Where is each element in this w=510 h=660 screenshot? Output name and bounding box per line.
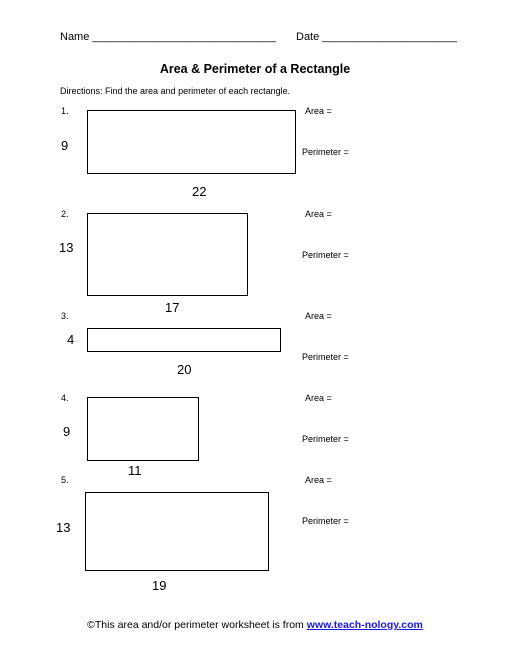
perimeter-label: Perimeter = xyxy=(302,250,349,260)
height-label: 13 xyxy=(59,240,74,255)
perimeter-label: Perimeter = xyxy=(302,434,349,444)
problem-number: 2. xyxy=(61,209,69,219)
rectangle xyxy=(87,328,281,352)
rectangle xyxy=(87,397,199,461)
perimeter-label: Perimeter = xyxy=(302,147,349,157)
height-label: 9 xyxy=(63,424,71,439)
width-label: 20 xyxy=(177,362,192,377)
area-label: Area = xyxy=(305,475,332,485)
width-label: 17 xyxy=(165,300,180,315)
perimeter-label: Perimeter = xyxy=(302,516,349,526)
area-label: Area = xyxy=(305,311,332,321)
perimeter-label: Perimeter = xyxy=(302,352,349,362)
area-label: Area = xyxy=(305,209,332,219)
area-label: Area = xyxy=(305,106,332,116)
problem-number: 5. xyxy=(61,475,69,485)
rectangle xyxy=(87,110,296,174)
footer-text: ©This area and/or perimeter worksheet is from xyxy=(87,619,307,631)
height-label: 9 xyxy=(61,138,69,153)
problem-number: 1. xyxy=(61,106,69,116)
width-label: 11 xyxy=(128,463,142,478)
rectangle xyxy=(87,213,248,296)
height-label: 4 xyxy=(67,332,75,347)
date-field: Date ______________________ xyxy=(296,31,457,43)
problem-number: 4. xyxy=(61,393,69,403)
problem-number: 3. xyxy=(61,311,69,321)
width-label: 22 xyxy=(192,184,207,199)
area-label: Area = xyxy=(305,393,332,403)
width-label: 19 xyxy=(152,578,167,593)
name-field: Name ______________________________ xyxy=(60,31,276,43)
worksheet-title: Area & Perimeter of a Rectangle xyxy=(159,62,351,76)
height-label: 13 xyxy=(56,520,71,535)
footer xyxy=(0,619,510,631)
teach-nology-link[interactable]: www.teach-nology.com xyxy=(306,619,423,631)
rectangle xyxy=(85,492,269,571)
directions: Directions: Find the area and perimeter of each rectangle. xyxy=(60,86,291,96)
